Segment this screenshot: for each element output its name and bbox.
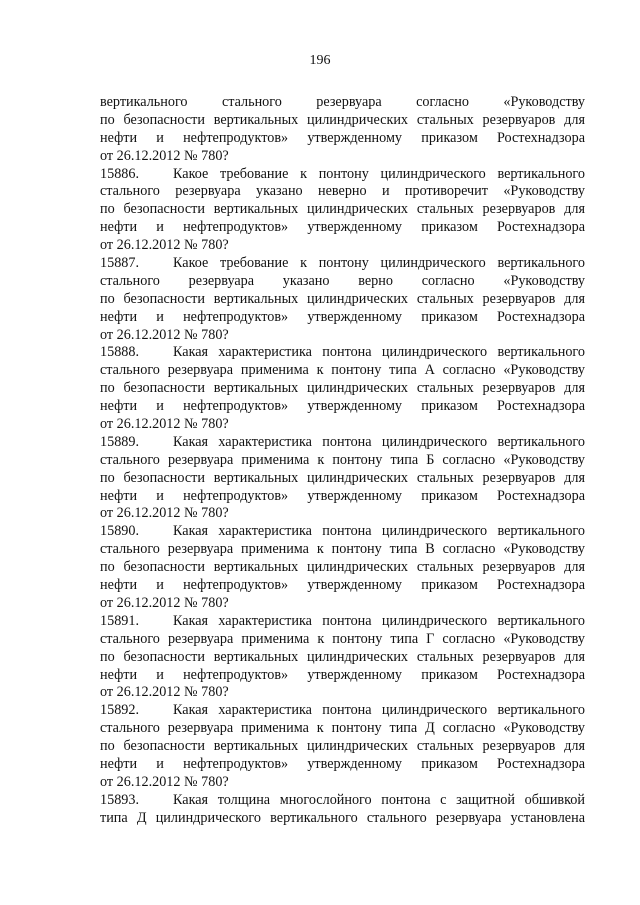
text-line: нефти и нефтепродуктов» утвержденному приказом Ростехнадзора: [100, 666, 585, 683]
question-list: [100, 166, 585, 828]
question-first-line: [100, 702, 585, 720]
text-line: стального резервуара применима к понтону типа А согласно «Руководству: [100, 362, 585, 379]
question-first-line: [100, 255, 585, 273]
question-number: 15893.: [100, 791, 140, 808]
question-text: Какая характеристика понтона цилиндрического вертикального: [173, 702, 585, 719]
text-line: вертикального стального резервуара согласно «Руководству: [100, 94, 585, 110]
text-line: типа Д цилиндрического вертикального стального резервуара установлена: [100, 809, 585, 826]
text-line: стального резервуара указано верно согласно «Руководству: [100, 272, 585, 289]
text-line: стального резервуара указано неверно и противоречит «Руководству: [100, 183, 585, 200]
question-number: 15889.: [100, 433, 140, 450]
question-text: Какая характеристика понтона цилиндрического вертикального: [173, 612, 585, 629]
question-number: 15890.: [100, 523, 140, 540]
text-line: от 26.12.2012 № 780?: [100, 326, 229, 343]
text-line: по безопасности вертикальных цилиндрических стальных резервуаров для: [100, 380, 585, 397]
question-text: Какая характеристика понтона цилиндрического вертикального: [173, 433, 585, 450]
text-line: нефти и нефтепродуктов» утвержденному приказом Ростехнадзора: [100, 398, 585, 415]
question-number: 15888.: [100, 344, 140, 361]
question-item: [100, 434, 585, 523]
text-line: от 26.12.2012 № 780?: [100, 147, 229, 164]
question-first-line: [100, 344, 585, 362]
text-line: по безопасности вертикальных цилиндрических стальных резервуаров для: [100, 201, 585, 218]
question-text: Какая толщина многослойного понтона с защитной обшивкой: [173, 791, 585, 808]
question-first-line: [100, 613, 585, 631]
text-line: от 26.12.2012 № 780?: [100, 416, 229, 433]
page-number: 196: [309, 53, 331, 68]
question-item: [100, 255, 585, 344]
text-line: от 26.12.2012 № 780?: [100, 237, 229, 254]
text-line: стального резервуара применима к понтону типа Г согласно «Руководству: [100, 630, 585, 647]
question-number: 15891.: [100, 612, 140, 629]
text-line: по безопасности вертикальных цилиндрических стальных резервуаров для: [100, 290, 585, 307]
text-line: от 26.12.2012 № 780?: [100, 773, 229, 790]
question-item: [100, 344, 585, 433]
text-line: от 26.12.2012 № 780?: [100, 594, 229, 611]
question-item: [100, 792, 585, 828]
question-text: Какая характеристика понтона цилиндрического вертикального: [173, 344, 585, 361]
text-line: нефти и нефтепродуктов» утвержденному приказом Ростехнадзора: [100, 129, 585, 146]
text-line: стального резервуара применима к понтону типа Д согласно «Руководству: [100, 720, 585, 737]
text-line: по безопасности вертикальных цилиндрических стальных резервуаров для: [100, 469, 585, 486]
question-text: Какая характеристика понтона цилиндрического вертикального: [173, 523, 585, 540]
text-line: по безопасности вертикальных цилиндрических стальных резервуаров для: [100, 559, 585, 576]
question-number: 15887.: [100, 255, 140, 272]
text-line: от 26.12.2012 № 780?: [100, 684, 229, 701]
text-line: стального резервуара применима к понтону типа Б согласно «Руководству: [100, 451, 585, 468]
text-line: стального резервуара применима к понтону типа В согласно «Руководству: [100, 541, 585, 558]
question-item: [100, 166, 585, 255]
text-line: по безопасности вертикальных цилиндрических стальных резервуаров для: [100, 738, 585, 755]
question-number: 15886.: [100, 165, 140, 182]
question-number: 15892.: [100, 702, 140, 719]
question-text: Какое требование к понтону цилиндрического вертикального: [173, 165, 585, 182]
question-item: [100, 613, 585, 702]
text-line: по безопасности вертикальных цилиндрических стальных резервуаров для: [100, 648, 585, 665]
text-line: нефти и нефтепродуктов» утвержденному приказом Ростехнадзора: [100, 755, 585, 772]
text-line: нефти и нефтепродуктов» утвержденному приказом Ростехнадзора: [100, 577, 585, 594]
document-body: [100, 94, 585, 828]
text-line: нефти и нефтепродуктов» утвержденному приказом Ростехнадзора: [100, 487, 585, 504]
intro-paragraph: [100, 94, 585, 166]
text-line: от 26.12.2012 № 780?: [100, 505, 229, 522]
question-first-line: [100, 166, 585, 184]
text-line: по безопасности вертикальных цилиндрических стальных резервуаров для: [100, 111, 585, 128]
question-first-line: [100, 792, 585, 810]
text-line: нефти и нефтепродуктов» утвержденному приказом Ростехнадзора: [100, 219, 585, 236]
question-first-line: [100, 434, 585, 452]
question-first-line: [100, 523, 585, 541]
question-text: Какое требование к понтону цилиндрического вертикального: [173, 255, 585, 272]
text-line: нефти и нефтепродуктов» утвержденному приказом Ростехнадзора: [100, 308, 585, 325]
question-item: [100, 523, 585, 612]
question-item: [100, 702, 585, 791]
